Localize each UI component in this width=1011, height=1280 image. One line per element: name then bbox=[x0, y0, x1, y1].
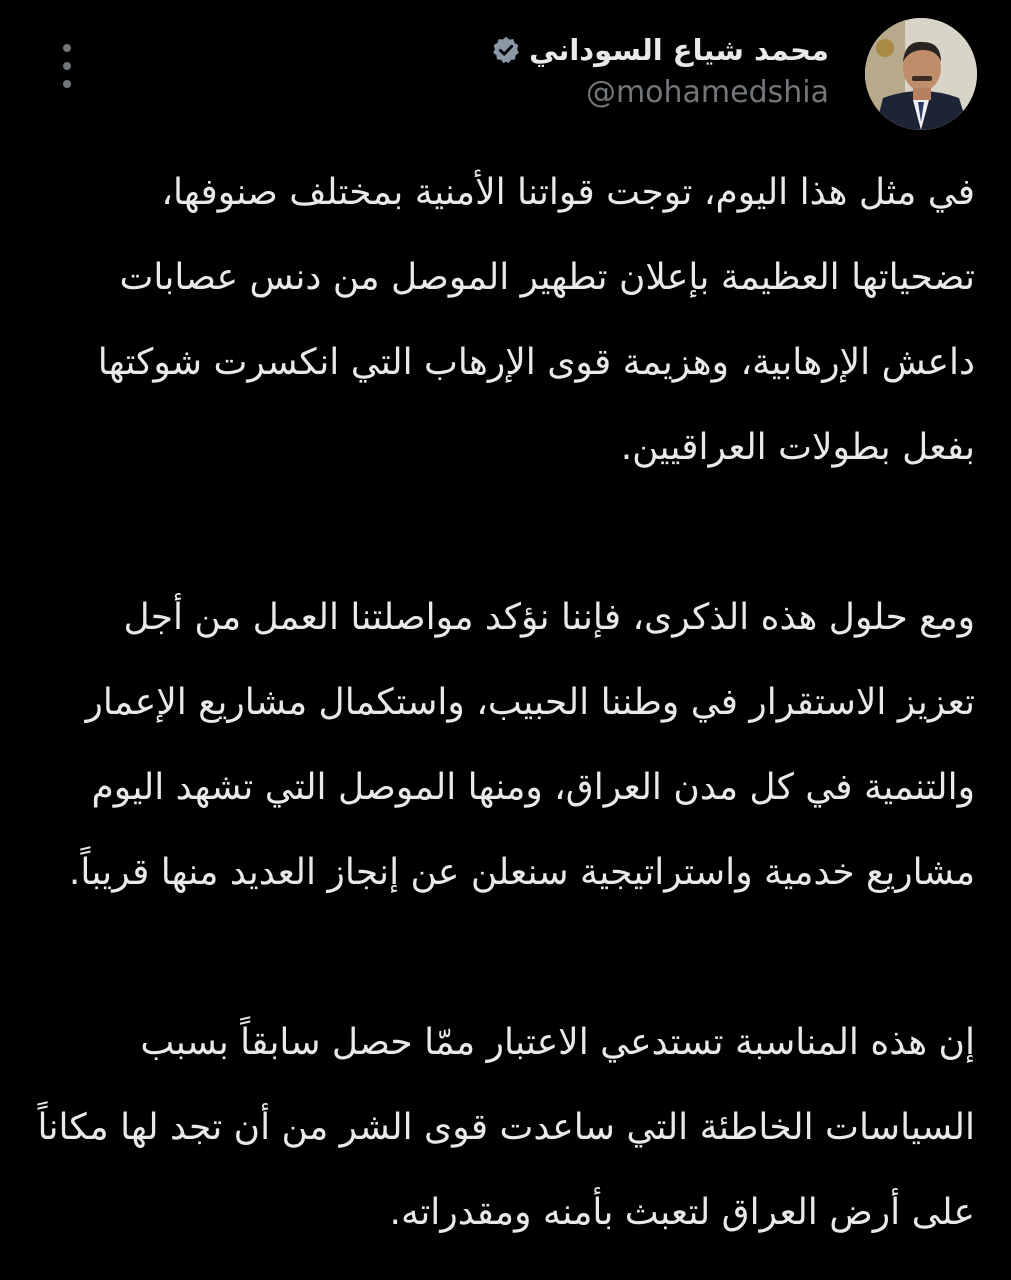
more-options-vertical-icon bbox=[63, 62, 71, 70]
author-handle[interactable]: @mohamedshia bbox=[585, 75, 829, 110]
tweet-header bbox=[32, 18, 979, 138]
author-display-name[interactable]: محمد شياع السوداني bbox=[529, 33, 829, 67]
avatar[interactable] bbox=[865, 18, 977, 130]
tweet-paragraph-2: ومع حلول هذه الذكرى، فإننا نؤكد مواصلتنا العمل من أجل تعزيز الاستقرار في وطننا الحبيب، واستكمال مشاريع الإعمار والتنمية في كل مدن العراق، ومنها الموصل التي تشهد اليوم مشاريع خدمية واستراتيجية سنعلن عن إنجاز العديد منها قريباً. bbox=[68, 597, 975, 893]
tweet-text bbox=[36, 150, 975, 1255]
more-options-vertical-icon bbox=[63, 80, 71, 88]
verified-badge-icon bbox=[491, 35, 521, 65]
tweet-paragraph-3: إن هذه المناسبة تستدعي الاعتبار ممّا حصل سابقاً بسبب السياسات الخاطئة التي ساعدت قوى الشر من أن تجد لها مكاناً على أرض العراق لتعبث بأمنه ومقدراته. bbox=[37, 1022, 975, 1233]
name-row bbox=[491, 30, 829, 70]
author-info bbox=[491, 30, 829, 112]
more-options-vertical-icon bbox=[63, 44, 71, 52]
tweet-paragraph-1: في مثل هذا اليوم، توجت قواتنا الأمنية بمختلف صنوفها، تضحياتها العظيمة بإعلان تطهير الموصل من دنس عصابات داعش الإرهابية، وهزيمة قوى الإرهاب التي انكسرت شوكتها بفعل بطولات العراقيين. bbox=[97, 172, 975, 468]
avatar-portrait-icon bbox=[865, 18, 977, 130]
more-options-button[interactable] bbox=[52, 44, 82, 88]
